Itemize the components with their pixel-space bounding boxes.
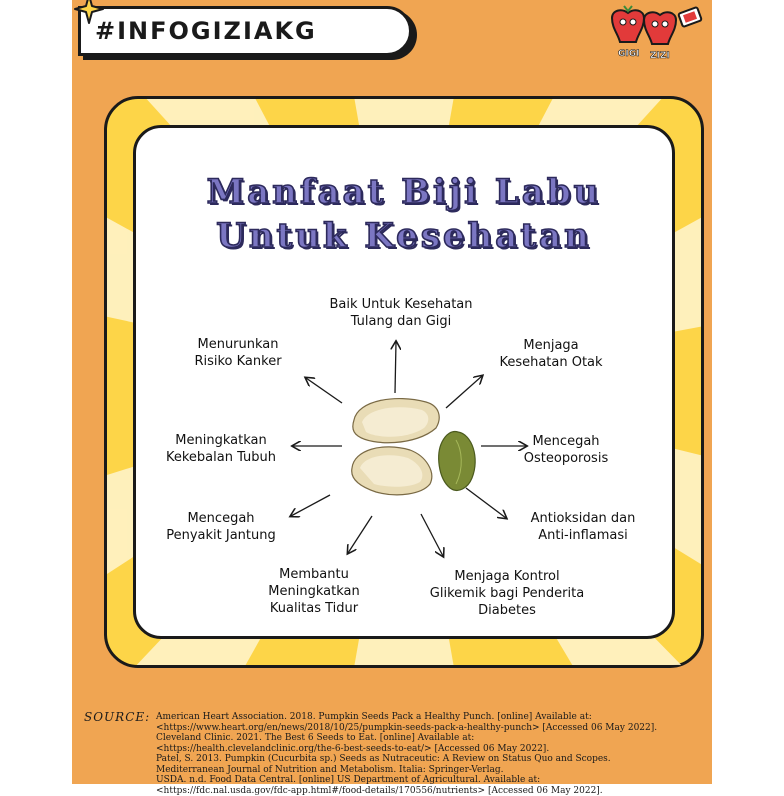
benefit-line: Kesehatan Otak [499, 355, 602, 370]
hashtag-banner [78, 6, 412, 56]
benefit-label [301, 296, 501, 330]
benefit-line: Tulang dan Gigi [351, 314, 452, 329]
logo-word-zizi: ZIZI [650, 51, 670, 61]
benefit-line: Menurunkan [197, 337, 278, 352]
benefit-line: Osteoporosis [524, 451, 608, 466]
title-line-2: Untuk Kesehatan [136, 216, 672, 256]
source-line: <https://www.heart.org/en/news/2018/10/25/pumpkin-seeds-pack-a-healthy-punch> [Accessed 06 May 2022]. [156, 723, 704, 734]
pumpkin-seed-illustration [136, 128, 672, 636]
benefit-line: Anti-inflamasi [538, 528, 628, 543]
tooth-mascot-logo [612, 6, 702, 44]
benefit-line: Glikemik bagi Penderita [430, 586, 584, 601]
source-line: USDA. n.d. Food Data Central. [online] US Department of Agricultural. Available at: [156, 775, 704, 786]
content-card [133, 125, 675, 639]
yellow-frame [104, 96, 704, 668]
source-label: SOURCE: [84, 712, 150, 723]
source-line: Patel, S. 2013. Pumpkin (Cucurbita sp.) Seeds as Nutraceutic: A Review on Status Quo and Scopes. [156, 754, 704, 765]
benefit-line: Mencegah [187, 511, 254, 526]
benefit-line: Antioksidan dan [531, 511, 636, 526]
source-line: American Heart Association. 2018. Pumpkin Seeds Pack a Healthy Punch. [online] Available at: [156, 712, 704, 723]
benefit-line: Diabetes [478, 603, 536, 618]
benefit-label [254, 566, 374, 617]
source-references [156, 712, 704, 796]
source-line: Cleveland Clinic. 2021. The Best 6 Seeds to Eat. [online] Available at: [156, 733, 704, 744]
gigi-zizi-logo [604, 4, 708, 60]
benefit-line: Meningkatkan [175, 433, 266, 448]
logo-word-gigi: GIGI [618, 49, 639, 59]
benefit-label [151, 432, 291, 466]
benefit-label [151, 510, 291, 544]
title-line-1: Manfaat Biji Labu [136, 172, 672, 212]
benefit-line: Mencegah [532, 434, 599, 449]
benefit-line: Kualitas Tidur [270, 601, 358, 616]
benefit-line: Kekebalan Tubuh [166, 450, 276, 465]
infographic-frame [72, 0, 712, 784]
benefit-line: Menjaga Kontrol [454, 569, 559, 584]
benefit-line: Meningkatkan [268, 584, 359, 599]
hashtag-text: #INFOGIZIAKG [95, 17, 317, 45]
benefit-line: Membantu [279, 567, 349, 582]
benefit-label [422, 568, 592, 619]
source-line: <https://health.clevelandclinic.org/the-6-best-seeds-to-eat/> [Accessed 06 May 2022]. [156, 744, 704, 755]
benefit-label [508, 510, 658, 544]
benefit-label [476, 337, 626, 371]
benefit-line: Risiko Kanker [194, 354, 281, 369]
source-line: Mediterranean Journal of Nutrition and Metabolism. Italia: Springer-Verlag. [156, 765, 704, 776]
source-line: <https://fdc.nal.usda.gov/fdc-app.html#/food-details/170556/nutrients> [Accessed 06 May 2022]. [156, 786, 704, 796]
benefit-label [178, 336, 298, 370]
benefit-line: Menjaga [523, 338, 578, 353]
benefit-label [506, 433, 626, 467]
benefit-line: Baik Untuk Kesehatan [329, 297, 472, 312]
benefit-line: Penyakit Jantung [166, 528, 276, 543]
sparkle-icon [74, 0, 104, 24]
